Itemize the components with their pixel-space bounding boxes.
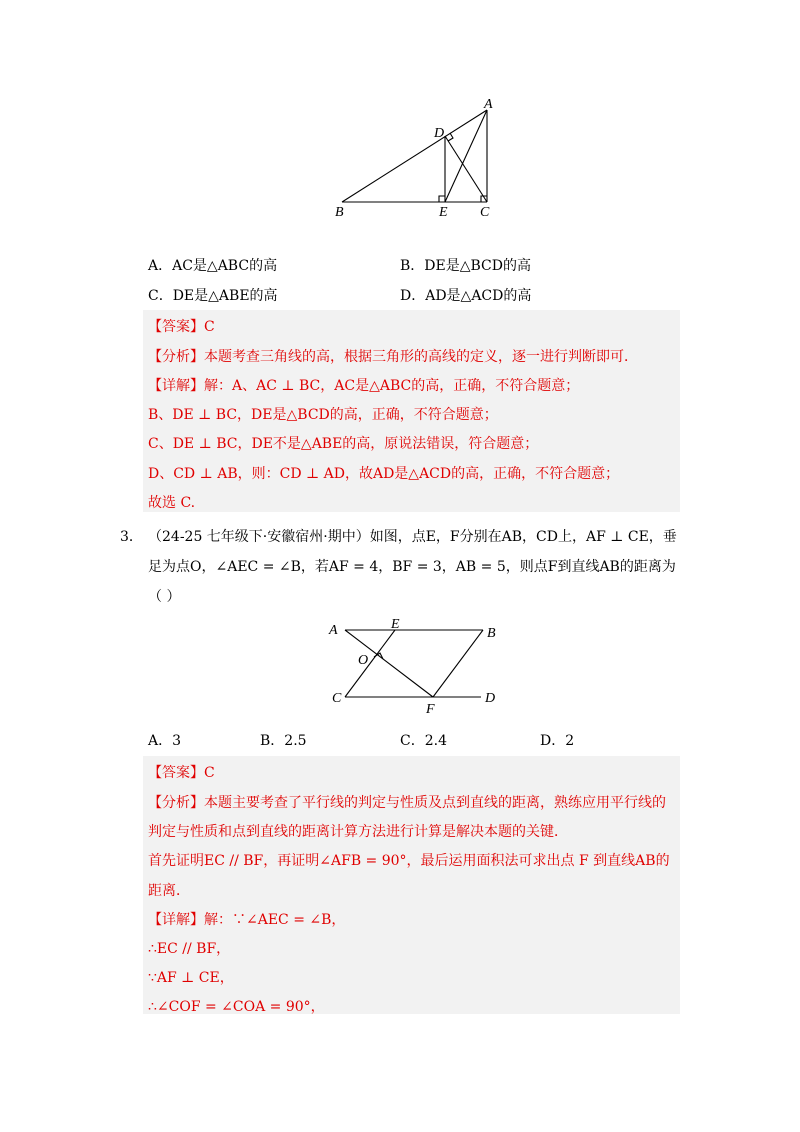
segment-ab	[342, 110, 487, 202]
label-f: F	[426, 702, 435, 717]
q3-stem-line: （ ）	[148, 589, 181, 605]
right-angle-mark-e	[439, 196, 445, 202]
q3-detail-line: ∵AF ⊥ CE，	[148, 970, 234, 986]
q2-detail-line: D、CD ⊥ AB，则：CD ⊥ AD，故AD是△ACD的高，正确，不符合题意；	[148, 466, 620, 482]
label-c: C	[332, 691, 342, 706]
q3-detail-line: ∴EC // BF，	[148, 941, 231, 957]
segment-dc	[445, 136, 487, 202]
q3-analysis-line: 【分析】本题主要考查了平行线的判定与性质及点到直线的距离，熟练应用平行线的	[148, 795, 666, 811]
q3-option-c: C．2.4	[400, 733, 447, 749]
q3-detail-line: 【详解】解：∵∠AEC = ∠B，	[148, 912, 346, 928]
figure-triangle-abc	[330, 95, 510, 220]
label-b: B	[487, 626, 496, 641]
q2-option-b: B．DE是△BCD的高	[400, 258, 531, 274]
q3-option-b: B．2.5	[260, 733, 307, 749]
q3-detail-line: ∴∠COF = ∠COA = 90°，	[148, 999, 325, 1015]
segment-bf	[433, 630, 483, 697]
q2-detail-line: 【详解】解：A、AC ⊥ BC，AC是△ABC的高，正确，不符合题意；	[148, 378, 580, 394]
label-e: E	[439, 205, 448, 220]
q2-detail-line: C、DE ⊥ BC，DE不是△ABE的高，原说法错误，符合题意；	[148, 436, 539, 452]
label-d: D	[434, 126, 445, 141]
q2-option-c: C．DE是△ABE的高	[148, 288, 278, 304]
q3-analysis-line: 距离．	[148, 883, 190, 899]
q2-detail-line: 故选 C.	[148, 495, 196, 511]
q3-option-d: D．2	[540, 733, 575, 749]
q2-detail-line: B、DE ⊥ BC，DE是△BCD的高，正确，不符合题意；	[148, 407, 498, 423]
q3-option-a: A．3	[148, 733, 182, 749]
label-c: C	[480, 205, 490, 220]
q3-analysis-line: 判定与性质和点到直线的距离计算方法进行计算是解决本题的关键．	[148, 824, 568, 840]
q3-answer: 【答案】C	[148, 765, 215, 781]
q2-option-d: D．AD是△ACD的高	[400, 288, 532, 304]
label-d: D	[485, 691, 496, 706]
q3-number: 3．	[120, 529, 143, 545]
q2-answer: 【答案】C	[148, 319, 215, 335]
label-b: B	[335, 205, 344, 220]
label-o: O	[358, 653, 369, 668]
q3-stem-line: （24-25 七年级下·安徽宿州·期中）如图，点E，F分别在AB，CD上，AF ⊥ CE，垂	[148, 529, 677, 545]
label-e: E	[391, 617, 400, 632]
q3-stem-line: 足为点O，∠AEC = ∠B，若AF = 4，BF = 3，AB = 5，则点F到直线AB的距离为	[148, 559, 676, 575]
segment-ce	[345, 630, 395, 697]
q2-analysis: 【分析】本题考查三角线的高，根据三角形的高线的定义，逐一进行判断即可．	[148, 349, 638, 365]
figure-parallelogram	[325, 612, 515, 717]
label-a: A	[484, 97, 493, 112]
q3-analysis-line: 首先证明EC // BF，再证明∠AFB = 90°，最后运用面积法可求出点 F 到直线AB的	[148, 853, 670, 869]
label-a: A	[329, 623, 338, 638]
q2-option-a: A．AC是△ABC的高	[148, 258, 278, 274]
